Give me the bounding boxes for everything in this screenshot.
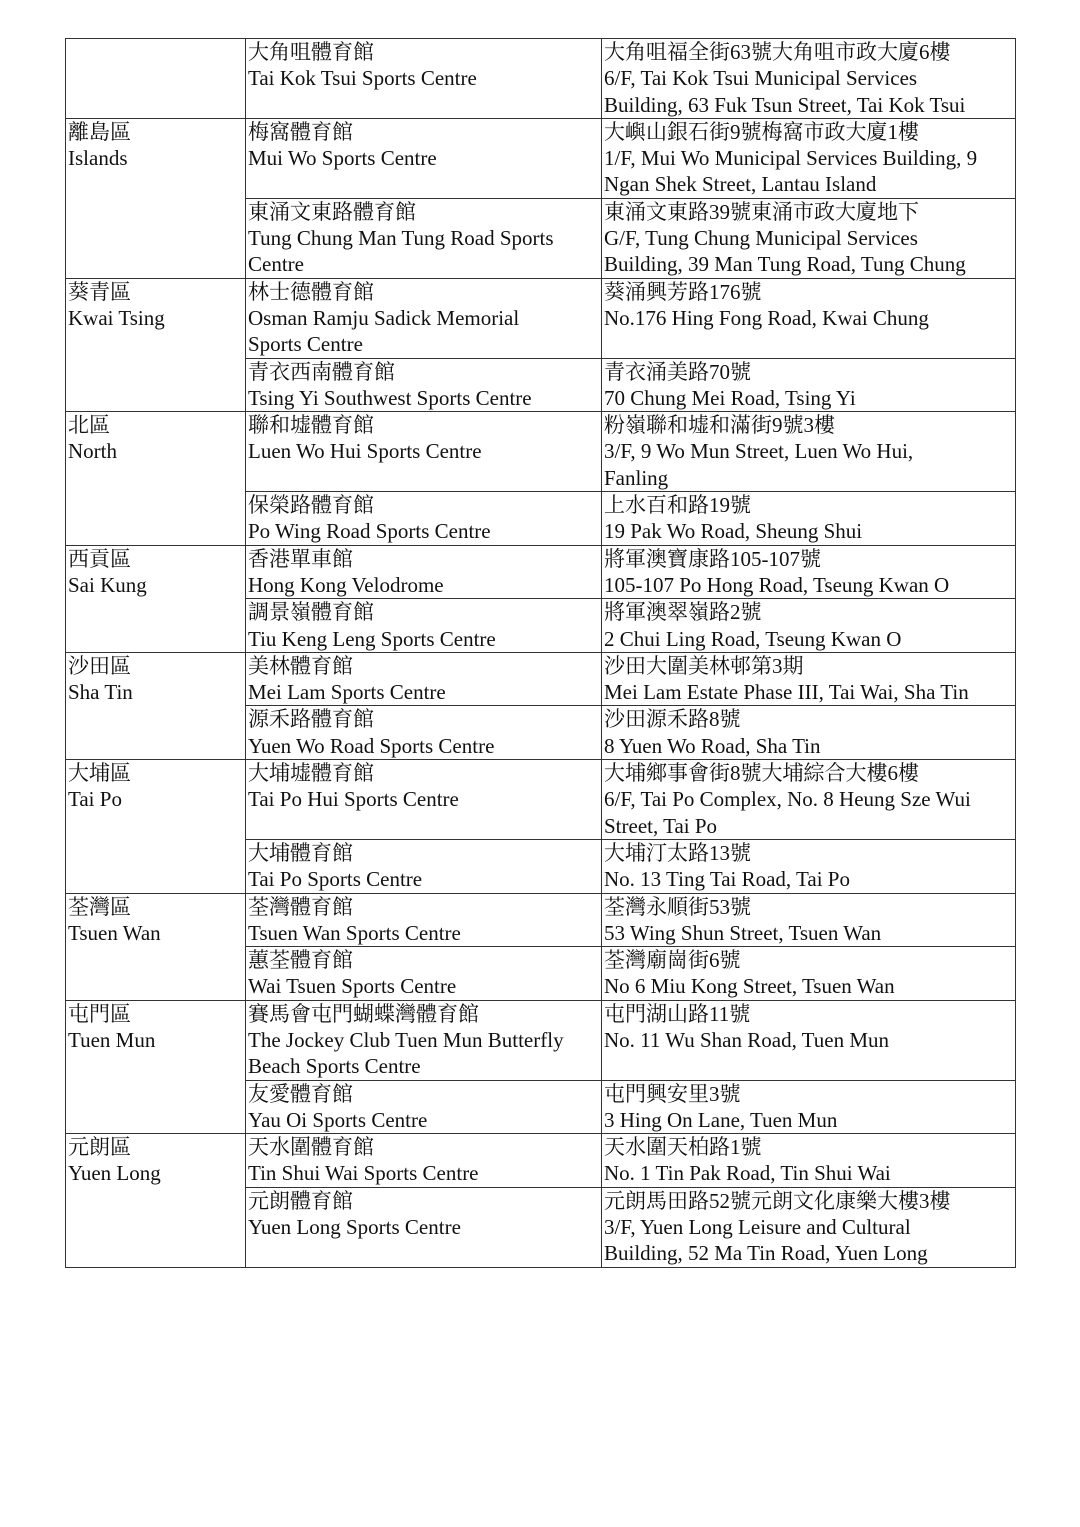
address-cell	[602, 118, 1016, 198]
venue-name-english: Luen Wo Hui Sports Centre	[248, 439, 482, 464]
address-english: No 6 Miu Kong Street, Tsuen Wan	[604, 974, 895, 999]
address-english: No.176 Hing Fong Road, Kwai Chung	[604, 305, 929, 330]
address-english: No. 11 Wu Shan Road, Tuen Mun	[604, 1027, 890, 1052]
venue-name-english: Sports Centre	[248, 332, 363, 357]
venue-name-english: Yuen Wo Road Sports Centre	[248, 733, 495, 758]
district-name-english: Tuen Mun	[68, 1027, 156, 1052]
venue-name-english: Tiu Keng Leng Sports Centre	[248, 626, 496, 651]
address-english: 3/F, 9 Wo Mun Street, Luen Wo Hui,	[604, 439, 914, 464]
district-name-chinese: 沙田區	[68, 653, 131, 678]
venue-cell	[246, 492, 602, 546]
district-name-english: Tai Po	[68, 787, 122, 812]
venue-name-chinese: 林士德體育館	[248, 279, 374, 304]
address-chinese: 葵涌興芳路176號	[604, 279, 762, 304]
venue-cell	[246, 893, 602, 947]
district-name-english: Yuen Long	[68, 1161, 161, 1186]
address-cell	[602, 599, 1016, 653]
address-english: Building, 63 Fuk Tsun Street, Tai Kok Tsui	[604, 92, 966, 117]
venue-name-english: Yuen Long Sports Centre	[248, 1215, 461, 1240]
venue-cell	[246, 39, 602, 119]
venue-cell	[246, 706, 602, 760]
venue-cell	[246, 1000, 602, 1080]
district-cell	[66, 1134, 246, 1267]
venue-name-chinese: 大埔體育館	[248, 840, 353, 865]
address-cell	[602, 492, 1016, 546]
table-row	[66, 1000, 1016, 1080]
district-cell	[66, 545, 246, 652]
venue-name-chinese: 友愛體育館	[248, 1081, 353, 1106]
venue-cell	[246, 652, 602, 706]
address-english: No. 13 Ting Tai Road, Tai Po	[604, 867, 850, 892]
district-cell	[66, 412, 246, 545]
venue-cell	[246, 1134, 602, 1188]
venue-name-chinese: 大角咀體育館	[248, 40, 374, 64]
address-chinese: 東涌文東路39號東涌市政大廈地下	[604, 199, 919, 224]
address-chinese: 大埔汀太路13號	[604, 840, 751, 865]
venue-name-english: Wai Tsuen Sports Centre	[248, 974, 457, 999]
address-english: 3 Hing On Lane, Tuen Mun	[604, 1107, 838, 1132]
district-name-english: Islands	[68, 146, 128, 171]
venue-name-chinese: 青衣西南體育館	[248, 359, 395, 384]
venue-name-chinese: 香港單車館	[248, 546, 353, 571]
address-cell	[602, 839, 1016, 893]
address-chinese: 大嶼山銀石街9號梅窩市政大廈1樓	[604, 119, 919, 144]
table-row	[66, 652, 1016, 706]
venue-cell	[246, 599, 602, 653]
venue-name-chinese: 聯和墟體育館	[248, 413, 374, 438]
venue-name-chinese: 保榮路體育館	[248, 493, 374, 518]
district-name-chinese: 大埔區	[68, 761, 131, 786]
address-cell	[602, 947, 1016, 1001]
venue-cell	[246, 947, 602, 1001]
venue-name-chinese: 賽馬會屯門蝴蝶灣體育館	[248, 1001, 479, 1026]
address-chinese: 元朗馬田路52號元朗文化康樂大樓3樓	[604, 1188, 951, 1213]
address-chinese: 屯門湖山路11號	[604, 1001, 751, 1026]
venue-name-chinese: 東涌文東路體育館	[248, 199, 416, 224]
address-chinese: 天水圍天柏路1號	[604, 1135, 762, 1160]
address-cell	[602, 652, 1016, 706]
district-name-chinese: 元朗區	[68, 1135, 131, 1160]
venue-cell	[246, 1187, 602, 1267]
venue-cell	[246, 1080, 602, 1134]
address-cell	[602, 1134, 1016, 1188]
address-chinese: 大角咀福全街63號大角咀市政大廈6樓	[604, 40, 951, 64]
address-english: 2 Chui Ling Road, Tseung Kwan O	[604, 626, 902, 651]
address-cell	[602, 1000, 1016, 1080]
address-english: No. 1 Tin Pak Road, Tin Shui Wai	[604, 1161, 891, 1186]
venue-cell	[246, 839, 602, 893]
venue-name-english: Tai Kok Tsui Sports Centre	[248, 66, 477, 91]
venue-name-english: Mui Wo Sports Centre	[248, 146, 437, 171]
address-english: Building, 52 Ma Tin Road, Yuen Long	[604, 1241, 928, 1266]
address-cell	[602, 706, 1016, 760]
venue-name-english: Tai Po Sports Centre	[248, 867, 423, 892]
venue-name-chinese: 大埔墟體育館	[248, 761, 374, 786]
venue-name-english: The Jockey Club Tuen Mun Butterfly	[248, 1027, 564, 1052]
address-english: 53 Wing Shun Street, Tsuen Wan	[604, 920, 882, 945]
venue-name-english: Tsing Yi Southwest Sports Centre	[248, 385, 532, 410]
address-cell	[602, 412, 1016, 492]
venue-name-chinese: 元朗體育館	[248, 1188, 353, 1213]
venue-name-chinese: 源禾路體育館	[248, 707, 374, 732]
venue-cell	[246, 358, 602, 412]
address-english: 8 Yuen Wo Road, Sha Tin	[604, 733, 821, 758]
venue-cell	[246, 118, 602, 198]
address-chinese: 荃灣廟崗街6號	[604, 948, 741, 973]
venue-name-chinese: 蕙荃體育館	[248, 948, 353, 973]
district-cell	[66, 39, 246, 119]
address-english: 6/F, Tai Po Complex, No. 8 Heung Sze Wui	[604, 787, 971, 812]
venue-name-english: Yau Oi Sports Centre	[248, 1107, 428, 1132]
venue-cell	[246, 412, 602, 492]
sports-centre-table	[65, 38, 1016, 1268]
address-cell	[602, 39, 1016, 119]
venue-name-english: Tsuen Wan Sports Centre	[248, 920, 461, 945]
address-english: Fanling	[604, 465, 669, 490]
address-english: 105-107 Po Hong Road, Tseung Kwan O	[604, 572, 950, 597]
venue-name-chinese: 荃灣體育館	[248, 894, 353, 919]
district-name-chinese: 北區	[68, 413, 110, 438]
table-body	[66, 39, 1016, 1268]
address-english: Building, 39 Man Tung Road, Tung Chung	[604, 252, 966, 277]
venue-name-english: Tai Po Hui Sports Centre	[248, 787, 459, 812]
address-cell	[602, 278, 1016, 358]
table-row	[66, 39, 1016, 119]
district-name-english: Sha Tin	[68, 680, 133, 705]
address-cell	[602, 358, 1016, 412]
venue-cell	[246, 760, 602, 840]
district-name-english: Kwai Tsing	[68, 305, 165, 330]
address-english: G/F, Tung Chung Municipal Services	[604, 226, 918, 251]
address-cell	[602, 1187, 1016, 1267]
address-cell	[602, 1080, 1016, 1134]
district-name-chinese: 荃灣區	[68, 894, 131, 919]
address-chinese: 將軍澳寶康路105-107號	[604, 546, 821, 571]
venue-name-english: Po Wing Road Sports Centre	[248, 519, 491, 544]
district-name-english: Tsuen Wan	[68, 920, 161, 945]
venue-name-chinese: 天水圍體育館	[248, 1135, 374, 1160]
venue-name-chinese: 調景嶺體育館	[248, 600, 374, 625]
district-name-english: Sai Kung	[68, 572, 147, 597]
district-name-chinese: 西貢區	[68, 546, 131, 571]
address-cell	[602, 760, 1016, 840]
table-row	[66, 118, 1016, 198]
venue-name-english: Centre	[248, 252, 304, 277]
address-english: 6/F, Tai Kok Tsui Municipal Services	[604, 66, 918, 91]
address-chinese: 粉嶺聯和墟和滿街9號3樓	[604, 413, 835, 438]
venue-cell	[246, 278, 602, 358]
venue-name-english: Mei Lam Sports Centre	[248, 680, 446, 705]
table-row	[66, 760, 1016, 840]
table-row	[66, 1134, 1016, 1188]
district-cell	[66, 652, 246, 759]
table-row	[66, 545, 1016, 599]
address-chinese: 荃灣永順街53號	[604, 894, 751, 919]
venue-cell	[246, 198, 602, 278]
district-name-chinese: 屯門區	[68, 1001, 131, 1026]
venue-name-english: Osman Ramju Sadick Memorial	[248, 305, 520, 330]
venue-name-chinese: 梅窩體育館	[248, 119, 353, 144]
address-english: Ngan Shek Street, Lantau Island	[604, 172, 877, 197]
district-cell	[66, 760, 246, 893]
address-cell	[602, 545, 1016, 599]
address-english: 19 Pak Wo Road, Sheung Shui	[604, 519, 863, 544]
address-chinese: 大埔鄉事會街8號大埔綜合大樓6樓	[604, 761, 919, 786]
address-english: 3/F, Yuen Long Leisure and Cultural	[604, 1215, 911, 1240]
address-english: Mei Lam Estate Phase III, Tai Wai, Sha Tin	[604, 680, 969, 705]
address-chinese: 沙田大圍美林邨第3期	[604, 653, 804, 678]
venue-name-english: Tin Shui Wai Sports Centre	[248, 1161, 479, 1186]
district-cell	[66, 118, 246, 278]
address-chinese: 屯門興安里3號	[604, 1081, 741, 1106]
address-chinese: 將軍澳翠嶺路2號	[604, 600, 762, 625]
address-cell	[602, 893, 1016, 947]
district-cell	[66, 893, 246, 1000]
district-name-chinese: 葵青區	[68, 279, 131, 304]
venue-name-english: Tung Chung Man Tung Road Sports	[248, 226, 554, 251]
venue-cell	[246, 545, 602, 599]
venue-name-chinese: 美林體育館	[248, 653, 353, 678]
address-english: 70 Chung Mei Road, Tsing Yi	[604, 385, 856, 410]
district-name-english: North	[68, 439, 117, 464]
district-cell	[66, 278, 246, 411]
table-row	[66, 893, 1016, 947]
district-name-chinese: 離島區	[68, 119, 131, 144]
venue-name-english: Hong Kong Velodrome	[248, 572, 444, 597]
table-row	[66, 412, 1016, 492]
address-chinese: 青衣涌美路70號	[604, 359, 751, 384]
address-english: 1/F, Mui Wo Municipal Services Building, 9	[604, 146, 978, 171]
address-chinese: 上水百和路19號	[604, 493, 751, 518]
address-english: Street, Tai Po	[604, 813, 718, 838]
table-row	[66, 278, 1016, 358]
district-cell	[66, 1000, 246, 1133]
address-chinese: 沙田源禾路8號	[604, 707, 741, 732]
address-cell	[602, 198, 1016, 278]
venue-name-english: Beach Sports Centre	[248, 1054, 421, 1079]
